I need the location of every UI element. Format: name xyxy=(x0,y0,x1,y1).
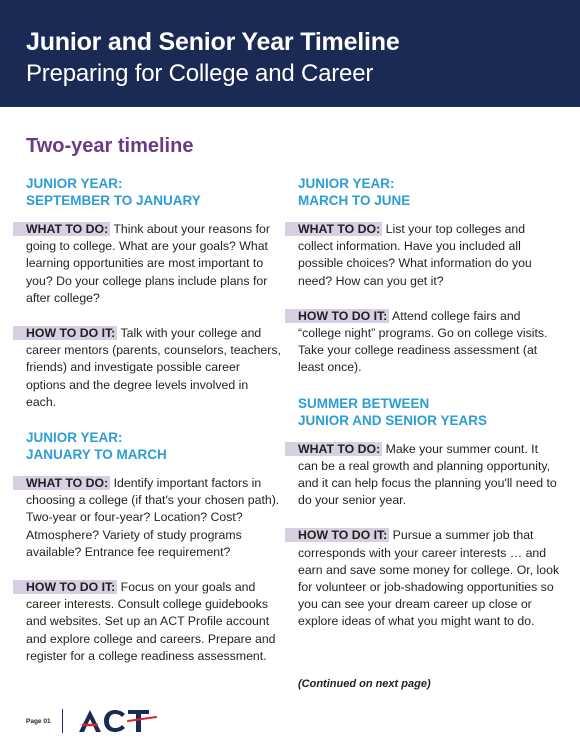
period-heading xyxy=(298,395,560,429)
period-heading xyxy=(26,429,281,463)
what-to-do-label: WHAT TO DO: xyxy=(13,476,110,490)
left-column xyxy=(26,175,281,683)
what-to-do-block xyxy=(298,221,560,290)
continued-note: (Continued on next page) xyxy=(298,678,431,690)
act-logo xyxy=(77,708,167,734)
how-to-do-it-block xyxy=(298,527,560,630)
how-to-do-it-block xyxy=(298,308,560,377)
what-to-do-text: Make your summer count. It can be a real growth and planning opportunity, and it can help focus the planning you'll need to do your senior year. xyxy=(298,441,557,508)
how-to-do-it-block xyxy=(26,325,281,411)
how-to-do-it-label: HOW TO DO IT: xyxy=(13,580,117,594)
section-title: Two-year timeline xyxy=(26,135,194,157)
period-line: JUNIOR YEAR: xyxy=(26,430,123,446)
what-to-do-block xyxy=(298,441,560,510)
act-logo-icon xyxy=(77,708,167,734)
what-to-do-block xyxy=(26,475,281,561)
page-footer xyxy=(26,706,167,736)
right-column xyxy=(298,175,560,649)
how-to-do-it-text: Pursue a summer job that corresponds with your career interests … and earn and save some money for college. Or, look for volunteer or job-shadowing opportunities so you can see your dream career up close or explore ideas of what you might want to do. xyxy=(298,528,560,629)
period-line: MARCH TO JUNE xyxy=(298,193,411,208)
period-line: JANUARY TO MARCH xyxy=(26,447,167,463)
what-to-do-text: Think about your reasons for going to college. What are your goals? What learning opportunities are most important to you? Do your college plans include plans for after college? xyxy=(26,222,270,305)
period-line: SEPTEMBER TO JANUARY xyxy=(26,193,201,208)
how-to-do-it-label: HOW TO DO IT: xyxy=(285,528,389,542)
timeline-section xyxy=(26,175,281,411)
how-to-do-it-text: Focus on your goals and career interests. Consult college guidebooks and websites. Set up an ACT Profile account and explore college and careers. Prepare and register for a college readiness assessment. xyxy=(26,580,276,663)
footer-divider xyxy=(62,709,63,733)
what-to-do-label: WHAT TO DO: xyxy=(285,442,382,456)
what-to-do-label: WHAT TO DO: xyxy=(285,222,382,236)
how-to-do-it-label: HOW TO DO IT: xyxy=(285,309,389,323)
what-to-do-text: List your top colleges and collect information. Have you included all possible choices? What information do you need? How can you get it? xyxy=(298,222,532,288)
page-number: Page 01 xyxy=(26,717,51,725)
period-heading xyxy=(26,175,281,209)
what-to-do-block xyxy=(26,221,281,307)
period-line: JUNIOR YEAR: xyxy=(298,176,395,191)
what-to-do-label: WHAT TO DO: xyxy=(13,222,110,236)
timeline-section xyxy=(26,429,281,665)
page-subtitle: Preparing for College and Career xyxy=(26,60,374,87)
period-heading xyxy=(298,175,560,209)
how-to-do-it-text: Attend college fairs and “college night” programs. Go on college visits. Take your college readiness assessment (at least once). xyxy=(298,308,548,375)
how-to-do-it-label: HOW TO DO IT: xyxy=(13,326,117,340)
page-title: Junior and Senior Year Timeline xyxy=(26,28,400,56)
period-line: JUNIOR AND SENIOR YEARS xyxy=(298,412,488,428)
how-to-do-it-block xyxy=(26,579,281,665)
period-line: SUMMER BETWEEN xyxy=(298,395,430,411)
timeline-section xyxy=(298,175,560,377)
period-line: JUNIOR YEAR: xyxy=(26,176,123,191)
timeline-section xyxy=(298,395,560,631)
page-header xyxy=(0,0,580,107)
how-to-do-it-text: Talk with your college and career mentors (parents, counselors, teachers, friends) and investigate possible career options and the degree levels involved in each. xyxy=(26,326,281,409)
what-to-do-text: Identify important factors in choosing a college (if that's your chosen path). Two-year or four-year? Location? Cost? Atmosphere? Variety of study programs available? Entrance fee requirement? xyxy=(26,476,280,559)
